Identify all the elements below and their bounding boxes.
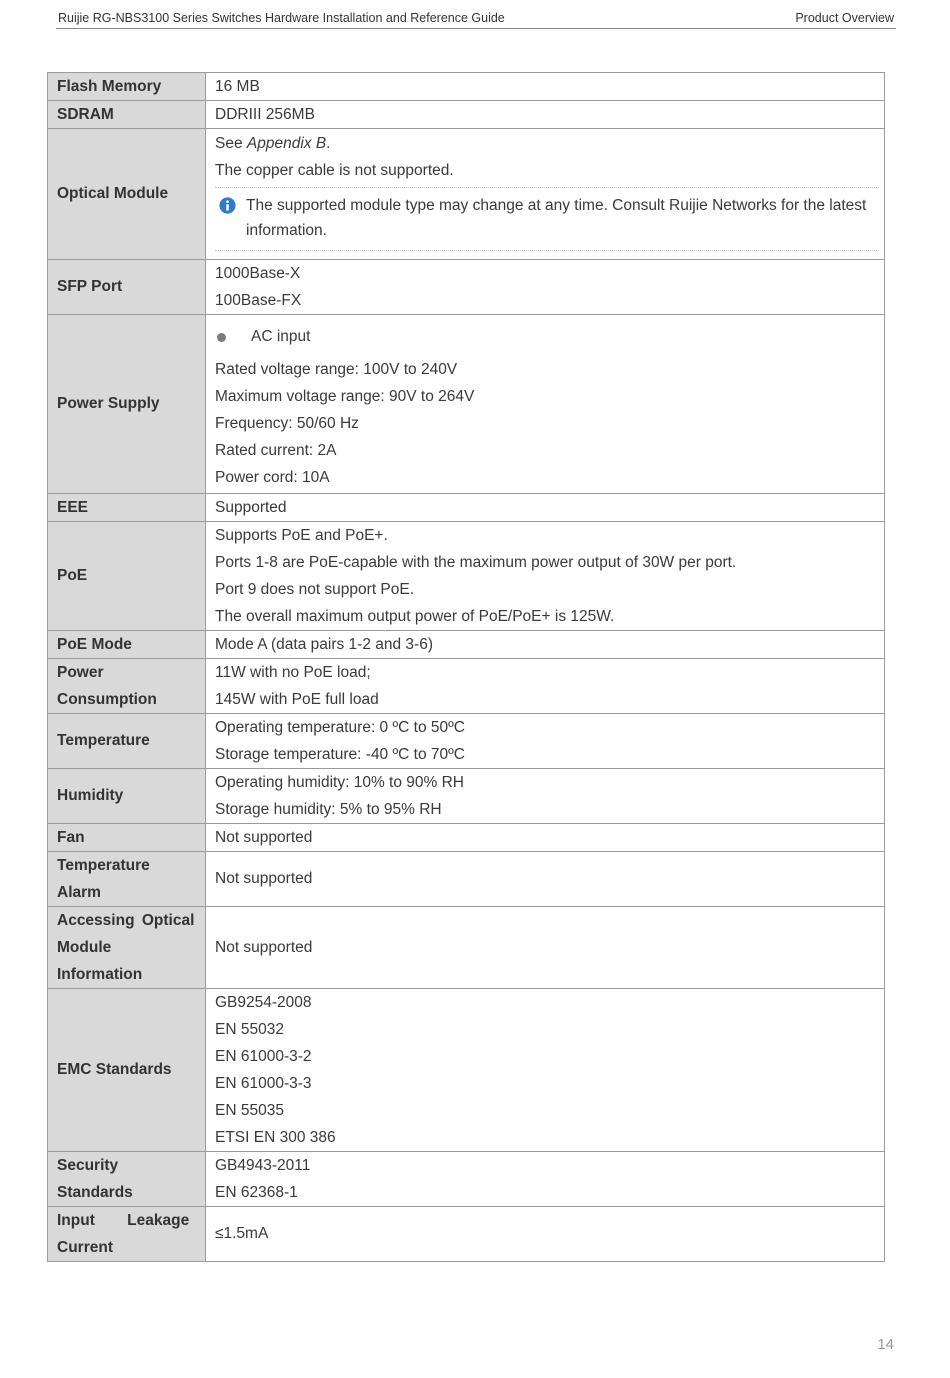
bullet-text: AC input xyxy=(251,327,311,345)
value-line: GB4943-2011 xyxy=(215,1157,311,1174)
row-label: Humidity xyxy=(48,769,206,824)
table-row xyxy=(48,315,885,494)
value-line: 11W with no PoE load; xyxy=(215,664,371,681)
row-value: Not supported xyxy=(206,852,885,907)
see-prefix: See xyxy=(215,134,247,152)
row-value: Mode A (data pairs 1-2 and 3-6) xyxy=(206,631,885,659)
table-row xyxy=(48,659,885,714)
label-line: Power xyxy=(57,664,104,681)
table-row xyxy=(48,824,885,852)
label-line: Temperature xyxy=(57,857,150,874)
label-line: Information xyxy=(57,966,143,983)
label-line: Accessing Optical xyxy=(57,912,195,929)
value-line: Supports PoE and PoE+. xyxy=(215,527,388,544)
table-row xyxy=(48,1152,885,1207)
row-label: PoE Mode xyxy=(48,631,206,659)
table-row xyxy=(48,522,885,631)
info-icon xyxy=(219,197,236,214)
row-value xyxy=(206,260,885,315)
row-value xyxy=(206,1152,885,1207)
row-label xyxy=(48,852,206,907)
row-label xyxy=(48,1152,206,1207)
row-value xyxy=(206,315,885,494)
value-line: 1000Base-X xyxy=(215,265,301,282)
row-label xyxy=(48,1207,206,1262)
row-label: EMC Standards xyxy=(48,989,206,1152)
value-line: Frequency: 50/60 Hz xyxy=(215,414,359,432)
value-line: The overall maximum output power of PoE/PoE+ is 125W. xyxy=(215,608,615,625)
table-row xyxy=(48,129,885,260)
value-line: The copper cable is not supported. xyxy=(215,161,454,179)
value-line: EN 61000-3-2 xyxy=(215,1048,312,1065)
row-label: EEE xyxy=(48,494,206,522)
row-label xyxy=(48,907,206,989)
row-label: PoE xyxy=(48,522,206,631)
table-row xyxy=(48,714,885,769)
page-header xyxy=(56,9,896,29)
table-row xyxy=(48,989,885,1152)
row-value xyxy=(206,989,885,1152)
spec-table xyxy=(47,72,885,1262)
row-value xyxy=(206,522,885,631)
value-line: Ports 1-8 are PoE-capable with the maximum power output of 30W per port. xyxy=(215,554,737,571)
table-row xyxy=(48,907,885,989)
row-label: SDRAM xyxy=(48,101,206,129)
bullet-item xyxy=(215,318,875,356)
value-line: Port 9 does not support PoE. xyxy=(215,581,415,598)
table-row xyxy=(48,1207,885,1262)
value-line: 145W with PoE full load xyxy=(215,691,379,708)
value-line: Operating humidity: 10% to 90% RH xyxy=(215,774,464,791)
value-line: Rated voltage range: 100V to 240V xyxy=(215,360,458,378)
value-line: Rated current: 2A xyxy=(215,441,337,459)
label-line: Alarm xyxy=(57,884,101,901)
label-line: Security xyxy=(57,1157,119,1174)
row-value: Not supported xyxy=(206,824,885,852)
label-line: Input Leakage xyxy=(57,1212,190,1229)
label-line: Consumption xyxy=(57,691,157,708)
value-line: Operating temperature: 0 ºC to 50ºC xyxy=(215,719,465,736)
label-line: Standards xyxy=(57,1184,133,1201)
row-label: Temperature xyxy=(48,714,206,769)
value-line: ETSI EN 300 386 xyxy=(215,1129,336,1146)
table-row xyxy=(48,260,885,315)
row-value: DDRIII 256MB xyxy=(206,101,885,129)
value-line: EN 55035 xyxy=(215,1102,284,1119)
row-label: Optical Module xyxy=(48,129,206,260)
value-line xyxy=(215,130,877,157)
note-box xyxy=(215,187,877,251)
row-value xyxy=(206,769,885,824)
document-title: Ruijie RG-NBS3100 Series Switches Hardware Installation and Reference Guide xyxy=(58,11,505,25)
value-line: Power cord: 10A xyxy=(215,468,330,486)
row-label xyxy=(48,659,206,714)
row-label: Power Supply xyxy=(48,315,206,494)
section-title: Product Overview xyxy=(795,11,894,25)
label-line: Current xyxy=(57,1239,113,1256)
row-label: SFP Port xyxy=(48,260,206,315)
row-value xyxy=(206,659,885,714)
label-line: Module xyxy=(57,939,112,956)
value-line: GB9254-2008 xyxy=(215,994,312,1011)
table-row xyxy=(48,494,885,522)
value-line: Maximum voltage range: 90V to 264V xyxy=(215,387,475,405)
value-line: EN 55032 xyxy=(215,1021,284,1038)
row-label: Flash Memory xyxy=(48,73,206,101)
appendix-reference: Appendix B xyxy=(246,134,327,152)
row-label: Fan xyxy=(48,824,206,852)
row-value xyxy=(206,714,885,769)
table-row xyxy=(48,101,885,129)
see-suffix: . xyxy=(326,134,331,152)
row-value xyxy=(206,129,885,260)
bullet-dot-icon xyxy=(217,333,226,342)
value-line: 100Base-FX xyxy=(215,292,302,309)
row-value: Not supported xyxy=(206,907,885,989)
row-value: ≤1.5mA xyxy=(206,1207,885,1262)
table-row xyxy=(48,631,885,659)
value-line: Storage humidity: 5% to 95% RH xyxy=(215,801,442,818)
table-row xyxy=(48,73,885,101)
row-value: 16 MB xyxy=(206,73,885,101)
note-text: The supported module type may change at any time. Consult Ruijie Networks for the latest information. xyxy=(246,196,867,239)
page-number: 14 xyxy=(877,1336,894,1353)
value-line: EN 61000-3-3 xyxy=(215,1075,312,1092)
table-row xyxy=(48,769,885,824)
table-row xyxy=(48,852,885,907)
value-line: Storage temperature: -40 ºC to 70ºC xyxy=(215,746,465,763)
row-value: Supported xyxy=(206,494,885,522)
value-line: EN 62368-1 xyxy=(215,1184,298,1201)
